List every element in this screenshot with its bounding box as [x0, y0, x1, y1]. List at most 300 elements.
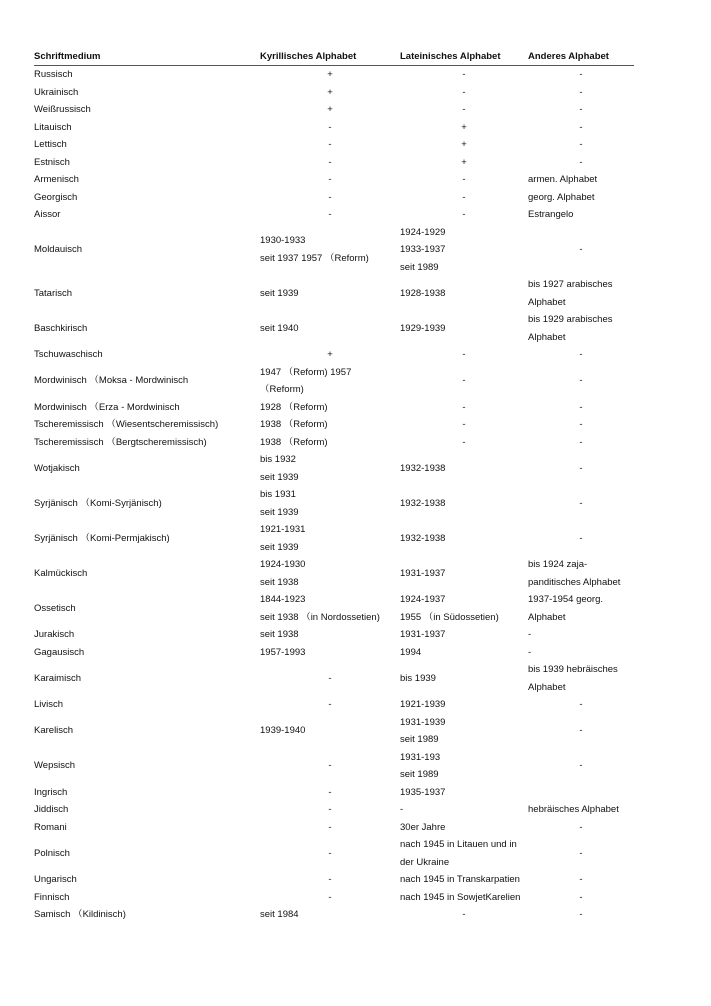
cell-kyrillisch: [260, 66, 400, 84]
cell-line: 1932-1938: [400, 497, 446, 509]
cell-language: [34, 416, 260, 434]
cell-anderes: [528, 644, 634, 662]
table-row: [34, 696, 634, 714]
cell-line: Ingrisch: [34, 786, 68, 798]
cell-line: -: [462, 349, 466, 360]
cell-kyrillisch: [260, 819, 400, 837]
cell-line: seit 1939: [260, 471, 299, 483]
cell-line: Mordwinisch （Moksa - Mordwinisch: [34, 375, 189, 387]
cell-line: seit 1939: [260, 541, 299, 553]
cell-line: Romani: [34, 821, 67, 833]
cell-line: +: [327, 104, 333, 115]
cell-kyrillisch: [260, 119, 400, 137]
cell-anderes: [528, 364, 634, 399]
cell-kyrillisch: [260, 714, 400, 749]
cell-anderes: [528, 801, 634, 819]
cell-language: [34, 311, 260, 346]
cell-line: bis 1929 arabisches: [528, 314, 613, 325]
cell-kyrillisch: [260, 871, 400, 889]
cell-line: 1937-1954 georg.: [528, 594, 604, 605]
cell-anderes: [528, 311, 634, 346]
cell-anderes: [528, 714, 634, 749]
cell-kyrillisch: [260, 801, 400, 819]
cell-anderes: [528, 591, 634, 626]
cell-line: -: [528, 629, 532, 640]
cell-line: 1924-1929: [400, 226, 446, 238]
table-row: [34, 556, 634, 591]
cell-line: -: [462, 104, 466, 115]
cell-anderes: [528, 206, 634, 224]
cell-line: -: [328, 847, 332, 859]
cell-line: -: [579, 401, 583, 413]
cell-line: -: [579, 139, 583, 150]
cell-lateinisch: [400, 451, 528, 486]
cell-anderes: [528, 556, 634, 591]
cell-kyrillisch: [260, 836, 400, 871]
cell-anderes: [528, 486, 634, 521]
cell-line: -: [328, 156, 332, 168]
cell-line: -: [328, 874, 332, 885]
cell-lateinisch: [400, 154, 528, 172]
cell-kyrillisch: [260, 276, 400, 311]
cell-lateinisch: [400, 696, 528, 714]
cell-line: Syrjänisch （Komi-Permjakisch): [34, 532, 170, 544]
cell-line: Livisch: [34, 699, 64, 710]
cell-line: nach 1945 in Litauen und in: [400, 839, 517, 850]
cell-line: -: [328, 821, 332, 833]
cell-lateinisch: [400, 346, 528, 364]
cell-anderes: [528, 154, 634, 172]
cell-line: 1939-1940: [260, 725, 306, 737]
cell-language: [34, 521, 260, 556]
table-row: [34, 749, 634, 784]
cell-line: georg. Alphabet: [528, 191, 595, 203]
cell-line: bis 1939: [400, 672, 436, 684]
cell-line: -: [579, 725, 583, 737]
table-row: [34, 521, 634, 556]
cell-line: +: [327, 349, 333, 360]
cell-anderes: [528, 626, 634, 644]
cell-lateinisch: [400, 644, 528, 662]
cell-line: Tschuwaschisch: [34, 349, 103, 360]
cell-line: seit 1938: [260, 629, 299, 640]
cell-line: Moldauisch: [34, 244, 83, 255]
table-row: [34, 101, 634, 119]
cell-line: -: [462, 375, 466, 387]
cell-kyrillisch: [260, 346, 400, 364]
cell-lateinisch: [400, 889, 528, 907]
cell-line: Ungarisch: [34, 874, 77, 885]
cell-line: -: [328, 760, 332, 772]
cell-line: -: [328, 121, 332, 133]
cell-language: [34, 276, 260, 311]
cell-anderes: [528, 749, 634, 784]
cell-language: [34, 591, 260, 626]
cell-line: seit 1989: [400, 261, 439, 273]
cell-line: -: [328, 804, 332, 815]
table-row: [34, 66, 634, 84]
cell-kyrillisch: [260, 206, 400, 224]
cell-line: -: [462, 209, 466, 220]
cell-lateinisch: [400, 136, 528, 154]
cell-line: -: [400, 804, 404, 815]
cell-kyrillisch: [260, 154, 400, 172]
cell-kyrillisch: [260, 556, 400, 591]
cell-lateinisch: [400, 661, 528, 696]
cell-line: 1932-1938: [400, 532, 446, 544]
cell-language: [34, 101, 260, 119]
cell-lateinisch: [400, 189, 528, 207]
cell-line: Alphabet: [528, 296, 566, 308]
cell-language: [34, 364, 260, 399]
cell-line: Syrjänisch （Komi-Syrjänisch): [34, 497, 162, 509]
cell-lateinisch: [400, 819, 528, 837]
table-row: [34, 364, 634, 399]
cell-line: （Reform): [260, 384, 304, 395]
cell-language: [34, 206, 260, 224]
cell-line: +: [327, 69, 333, 80]
table-row: [34, 784, 634, 802]
cell-language: [34, 644, 260, 662]
cell-kyrillisch: [260, 171, 400, 189]
cell-line: Estrangelo: [528, 209, 574, 220]
table-row: [34, 119, 634, 137]
cell-line: seit 1939: [260, 287, 299, 299]
cell-kyrillisch: [260, 189, 400, 207]
cell-line: -: [579, 909, 583, 920]
table-row: [34, 836, 634, 871]
cell-language: [34, 171, 260, 189]
cell-line: 1947 （Reform) 1957: [260, 366, 352, 378]
cell-line: Kalmückisch: [34, 567, 88, 579]
cell-line: Georgisch: [34, 191, 78, 203]
cell-line: bis 1924 zaja-: [528, 559, 588, 570]
table-row: [34, 434, 634, 452]
header-kyrillisch: Kyrillisches Alphabet: [260, 49, 400, 66]
cell-lateinisch: [400, 311, 528, 346]
table-row: [34, 346, 634, 364]
cell-language: [34, 556, 260, 591]
cell-line: Tscheremissisch （Bergtscheremissisch): [34, 436, 207, 448]
cell-line: seit 1938 （in Nordossetien): [260, 611, 380, 623]
cell-language: [34, 189, 260, 207]
cell-lateinisch: [400, 836, 528, 871]
cell-kyrillisch: [260, 434, 400, 452]
cell-line: -: [579, 821, 583, 833]
cell-line: -: [579, 847, 583, 859]
table-row: [34, 889, 634, 907]
cell-language: [34, 451, 260, 486]
cell-kyrillisch: [260, 749, 400, 784]
table-row: [34, 206, 634, 224]
cell-anderes: [528, 416, 634, 434]
cell-kyrillisch: [260, 521, 400, 556]
cell-anderes: [528, 84, 634, 102]
cell-line: bis 1932: [260, 454, 296, 465]
cell-line: -: [462, 401, 466, 413]
cell-lateinisch: [400, 486, 528, 521]
cell-line: Ukrainisch: [34, 86, 79, 98]
cell-line: -: [579, 497, 583, 509]
table-row: [34, 84, 634, 102]
table-row: [34, 714, 634, 749]
cell-anderes: [528, 434, 634, 452]
cell-line: -: [579, 760, 583, 772]
cell-line: 1994: [400, 646, 422, 658]
cell-line: seit 1940: [260, 322, 299, 334]
cell-anderes: [528, 451, 634, 486]
cell-line: seit 1938: [260, 576, 299, 588]
cell-lateinisch: [400, 784, 528, 802]
cell-line: -: [528, 646, 532, 658]
cell-line: -: [328, 191, 332, 203]
cell-line: -: [328, 672, 332, 684]
cell-line: -: [462, 191, 466, 203]
cell-language: [34, 486, 260, 521]
cell-line: armen. Alphabet: [528, 174, 598, 185]
cell-language: [34, 661, 260, 696]
cell-line: 1921-1931: [260, 524, 306, 535]
table-row: [34, 819, 634, 837]
cell-line: der Ukraine: [400, 856, 450, 868]
cell-line: panditisches Alphabet: [528, 576, 621, 588]
cell-anderes: [528, 521, 634, 556]
cell-line: Jiddisch: [34, 804, 69, 815]
cell-line: -: [579, 244, 583, 255]
cell-anderes: [528, 399, 634, 417]
cell-line: 30er Jahre: [400, 821, 446, 833]
cell-line: 1938 （Reform): [260, 436, 328, 448]
cell-lateinisch: [400, 84, 528, 102]
header-anderes: Anderes Alphabet: [528, 49, 634, 66]
cell-line: 1931-1939: [400, 716, 446, 728]
cell-anderes: [528, 836, 634, 871]
cell-line: -: [579, 436, 583, 448]
cell-anderes: [528, 189, 634, 207]
cell-lateinisch: [400, 66, 528, 84]
cell-kyrillisch: [260, 311, 400, 346]
cell-line: nach 1945 in Transkarpatien: [400, 874, 520, 885]
cell-kyrillisch: [260, 906, 400, 924]
cell-line: Mordwinisch （Erza - Mordwinisch: [34, 401, 180, 413]
cell-line: bis 1939 hebräisches: [528, 664, 618, 675]
cell-language: [34, 434, 260, 452]
table-row: [34, 154, 634, 172]
table-body: [34, 66, 634, 924]
cell-language: [34, 889, 260, 907]
table-row: [34, 871, 634, 889]
cell-line: 1924-1937: [400, 594, 446, 605]
cell-kyrillisch: [260, 784, 400, 802]
cell-line: -: [462, 86, 466, 98]
cell-anderes: [528, 66, 634, 84]
cell-kyrillisch: [260, 364, 400, 399]
cell-line: 1931-1937: [400, 567, 446, 579]
cell-line: -: [328, 699, 332, 710]
cell-line: 1929-1939: [400, 322, 446, 334]
cell-lateinisch: [400, 276, 528, 311]
table-row: [34, 801, 634, 819]
cell-lateinisch: [400, 224, 528, 277]
cell-line: -: [328, 891, 332, 903]
cell-line: 1931-193: [400, 751, 441, 763]
cell-lateinisch: [400, 626, 528, 644]
cell-lateinisch: [400, 119, 528, 137]
cell-lateinisch: [400, 801, 528, 819]
cell-language: [34, 906, 260, 924]
cell-kyrillisch: [260, 84, 400, 102]
cell-kyrillisch: [260, 416, 400, 434]
cell-anderes: [528, 346, 634, 364]
cell-line: 1935-1937: [400, 786, 446, 798]
cell-language: [34, 84, 260, 102]
cell-line: -: [579, 69, 583, 80]
cell-line: 1844-1923: [260, 594, 306, 605]
cell-line: Litauisch: [34, 121, 72, 133]
cell-line: +: [461, 121, 467, 133]
cell-language: [34, 119, 260, 137]
cell-line: Estnisch: [34, 156, 70, 168]
cell-lateinisch: [400, 416, 528, 434]
cell-line: -: [579, 86, 583, 98]
cell-kyrillisch: [260, 889, 400, 907]
cell-anderes: [528, 101, 634, 119]
cell-language: [34, 399, 260, 417]
cell-line: Jurakisch: [34, 629, 75, 640]
cell-language: [34, 696, 260, 714]
table-row: [34, 224, 634, 277]
cell-lateinisch: [400, 364, 528, 399]
table-row: [34, 189, 634, 207]
cell-line: -: [462, 174, 466, 185]
cell-line: -: [462, 419, 466, 430]
cell-line: +: [327, 86, 333, 98]
cell-line: -: [579, 462, 583, 474]
cell-kyrillisch: [260, 591, 400, 626]
cell-language: [34, 626, 260, 644]
cell-line: Alphabet: [528, 611, 566, 623]
cell-lateinisch: [400, 556, 528, 591]
table-row: [34, 486, 634, 521]
cell-language: [34, 801, 260, 819]
cell-language: [34, 784, 260, 802]
table-row: [34, 626, 634, 644]
cell-lateinisch: [400, 906, 528, 924]
cell-lateinisch: [400, 521, 528, 556]
cell-line: -: [579, 121, 583, 133]
cell-line: Polnisch: [34, 847, 70, 859]
cell-line: -: [579, 419, 583, 430]
cell-line: +: [461, 139, 467, 150]
cell-language: [34, 346, 260, 364]
cell-line: -: [462, 69, 466, 80]
cell-line: Armenisch: [34, 174, 79, 185]
cell-language: [34, 714, 260, 749]
cell-line: Finnisch: [34, 891, 70, 903]
cell-line: nach 1945 in SowjetKarelien: [400, 891, 521, 903]
cell-kyrillisch: [260, 644, 400, 662]
cell-anderes: [528, 696, 634, 714]
cell-line: seit 1989: [400, 734, 439, 745]
cell-line: Aissor: [34, 209, 61, 220]
cell-anderes: [528, 889, 634, 907]
cell-line: Gagausisch: [34, 646, 85, 658]
cell-line: Alphabet: [528, 681, 566, 693]
cell-anderes: [528, 171, 634, 189]
cell-line: +: [461, 156, 467, 168]
cell-kyrillisch: [260, 626, 400, 644]
header-lateinisch: Lateinisches Alphabet: [400, 49, 528, 66]
cell-line: -: [579, 375, 583, 387]
cell-line: -: [579, 891, 583, 903]
cell-anderes: [528, 871, 634, 889]
cell-line: 1938 （Reform): [260, 419, 328, 430]
table-row: [34, 276, 634, 311]
cell-language: [34, 66, 260, 84]
cell-line: seit 1939: [260, 506, 299, 518]
cell-line: 1930-1933: [260, 235, 306, 247]
cell-line: seit 1984: [260, 909, 299, 920]
cell-line: -: [328, 174, 332, 185]
cell-line: 1928-1938: [400, 287, 446, 299]
cell-line: 1955 （in Südossetien): [400, 611, 499, 623]
cell-line: Alphabet: [528, 331, 566, 343]
cell-line: Wepsisch: [34, 760, 76, 772]
table-row: [34, 451, 634, 486]
cell-anderes: [528, 906, 634, 924]
table-row: [34, 644, 634, 662]
cell-anderes: [528, 784, 634, 802]
cell-line: -: [579, 349, 583, 360]
cell-line: Lettisch: [34, 139, 67, 150]
cell-anderes: [528, 661, 634, 696]
cell-lateinisch: [400, 171, 528, 189]
cell-kyrillisch: [260, 136, 400, 154]
cell-anderes: [528, 224, 634, 277]
cell-line: 1933-1937: [400, 244, 446, 255]
cell-language: [34, 224, 260, 277]
table-row: [34, 399, 634, 417]
cell-line: -: [579, 532, 583, 544]
cell-line: Samisch （Kildinisch): [34, 909, 126, 920]
cell-line: Tscheremissisch （Wiesentscheremissisch): [34, 419, 219, 430]
cell-line: bis 1931: [260, 489, 296, 500]
cell-line: -: [579, 156, 583, 168]
cell-lateinisch: [400, 101, 528, 119]
cell-lateinisch: [400, 591, 528, 626]
cell-line: seit 1989: [400, 769, 439, 780]
cell-line: 1924-1930: [260, 559, 306, 570]
cell-line: 1932-1938: [400, 462, 446, 474]
cell-line: -: [328, 209, 332, 220]
cell-language: [34, 836, 260, 871]
cell-anderes: [528, 119, 634, 137]
table-row: [34, 906, 634, 924]
cell-line: Karaimisch: [34, 672, 81, 684]
cell-language: [34, 154, 260, 172]
cell-language: [34, 819, 260, 837]
cell-line: Wotjakisch: [34, 462, 80, 474]
cell-line: -: [328, 786, 332, 798]
table-row: [34, 136, 634, 154]
table-row: [34, 416, 634, 434]
cell-lateinisch: [400, 749, 528, 784]
cell-line: bis 1927 arabisches: [528, 279, 613, 290]
cell-line: 1921-1939: [400, 699, 446, 710]
cell-language: [34, 136, 260, 154]
table-row: [34, 591, 634, 626]
cell-kyrillisch: [260, 661, 400, 696]
